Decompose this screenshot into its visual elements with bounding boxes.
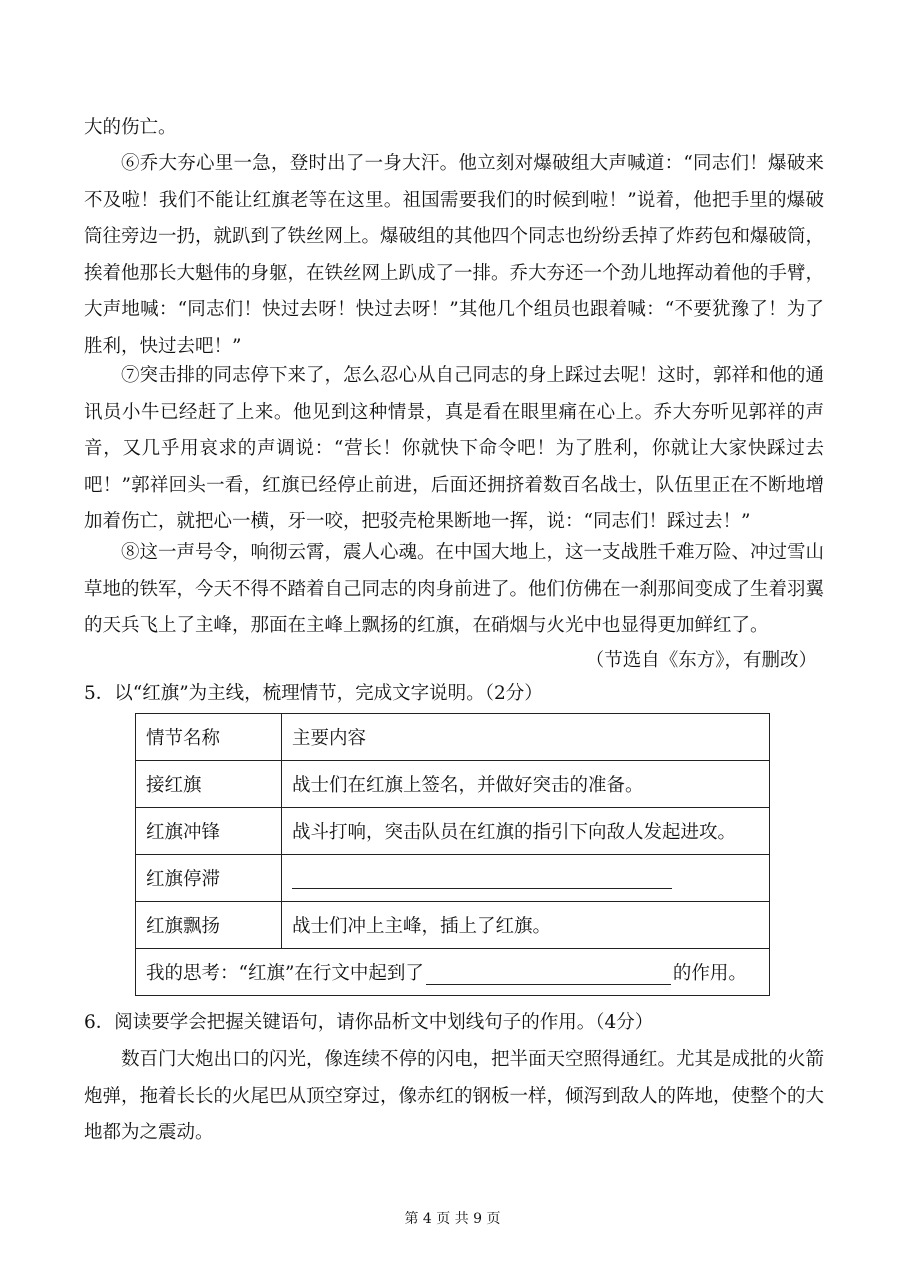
thinking-prefix: 我的思考：“红旗”在行文中起到了: [146, 963, 424, 984]
table-row: [136, 761, 770, 808]
plot-content-cell: 战士们在红旗上签名，并做好突击的准备。: [282, 761, 770, 808]
paragraph-7: ⑦突击排的同志停下来了，怎么忍心从自己同志的身上踩过去呢！这时，郭祥和他的通讯员小牛已经赶了上来。他见到这种情景，真是看在眼里痛在心上。乔大夯听见郭祥的声音，又几乎用哀求的声调说：“营长！你就快下命令吧！为了胜利，你就让大家快踩过去吧！”郭祥回头一看，红旗已经停止前进，后面还拥挤着数百名战士，队伍里正在不断地增加着伤亡，就把心一横，牙一咬，把驳壳枪果断地一挥，说：“同志们！踩过去！”: [84, 365, 825, 532]
table-row: [136, 855, 770, 902]
table-row: [136, 902, 770, 949]
answer-blank-cell[interactable]: [282, 855, 770, 902]
paragraph-8: ⑧这一声号令，响彻云霄，震人心魂。在中国大地上，这一支战胜千难万险、冲过雪山草地的铁军，今天不得不踏着自己同志的肉身前进了。他们仿佛在一刹那间变成了生着羽翼的天兵飞上了主峰，那面在主峰上飘扬的红旗，在硝烟与火光中也显得更加鲜红了。: [84, 542, 825, 636]
page-footer: 第 4 页 共 9 页: [404, 1211, 501, 1227]
thinking-blank-line[interactable]: [426, 964, 671, 985]
plot-content-cell: 战士们冲上主峰，插上了红旗。: [282, 902, 770, 949]
table-header-cell: 主要内容: [282, 714, 770, 761]
question-6: 6．阅读要学会把握关键语句，请你品析文中划线句子的作用。（4分）: [84, 1012, 654, 1033]
plot-name-cell: 红旗冲锋: [136, 808, 282, 855]
plot-name-cell: 红旗飘扬: [136, 902, 282, 949]
paragraph-6: ⑥乔大夯心里一急，登时出了一身大汗。他立刻对爆破组大声喊道：“同志们！爆破来不及啦！我们不能让红旗老等在这里。祖国需要我们的时候到啦！”说着，他把手里的爆破筒往旁边一扔，就趴到了铁丝网上。爆破组的其他四个同志也纷纷丢掉了炸药包和爆破筒，挨着他那长大魁伟的身躯，在铁丝网上趴成了一排。乔大夯还一个劲儿地挥动着他的手臂，大声地喊：“同志们！快过去呀！快过去呀！”其他几个组员也跟着喊：“不要犹豫了！为了胜利，快过去吧！”: [84, 153, 825, 357]
source-note: （节选自《东方》，有删改）: [585, 650, 817, 671]
question-5: 5．以“红旗”为主线，梳理情节，完成文字说明。（2分）: [84, 683, 543, 704]
question-6-quote: 数百门大炮出口的闪光，像连续不停的闪电，把半面天空照得通红。尤其是成批的火箭炮弹，拖着长长的火尾巴从顶空穿过，像赤红的钢板一样，倾泻到敌人的阵地，使整个的大地都为之震动。: [84, 1049, 825, 1143]
thinking-suffix: 的作用。: [672, 963, 747, 984]
plot-name-cell: 接红旗: [136, 761, 282, 808]
table-header-cell: 情节名称: [136, 714, 282, 761]
thinking-cell: [136, 949, 770, 996]
plot-content-cell: 战斗打响，突击队员在红旗的指引下向敌人发起进攻。: [282, 808, 770, 855]
table-header-row: [136, 714, 770, 761]
plot-table: [135, 713, 770, 996]
paragraph-5-end: 大的伤亡。: [84, 117, 177, 138]
table-row: [136, 808, 770, 855]
table-row: [136, 949, 770, 996]
plot-name-cell: 红旗停滞: [136, 855, 282, 902]
answer-blank-line[interactable]: [292, 868, 672, 889]
